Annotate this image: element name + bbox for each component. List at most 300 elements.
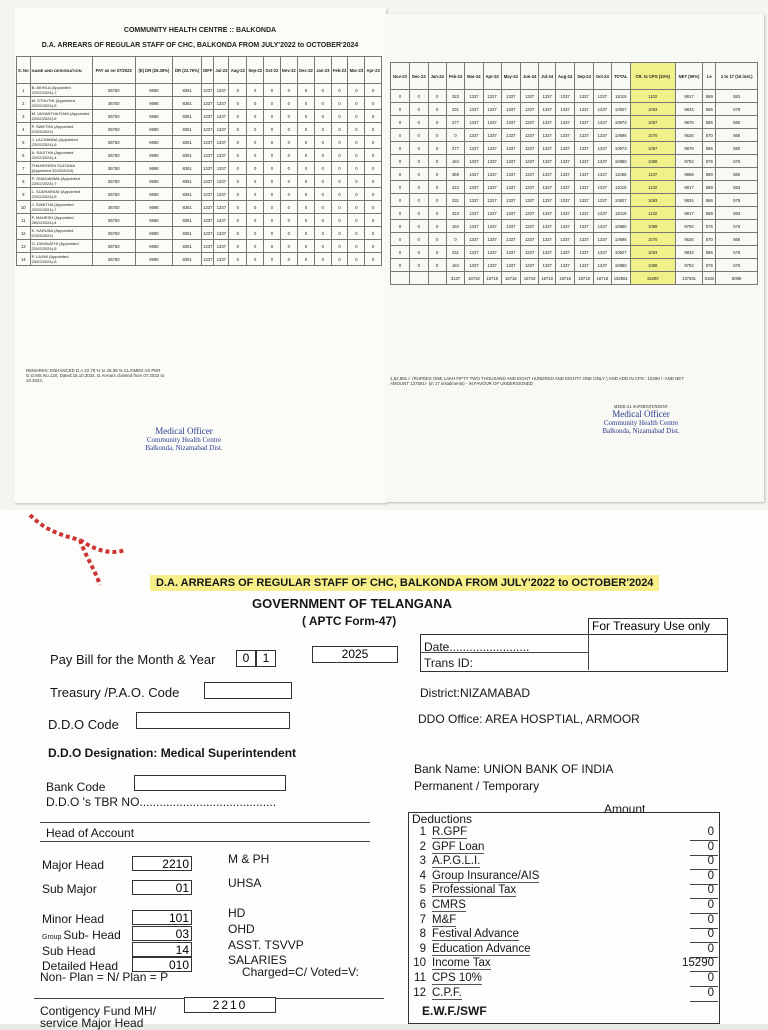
table-cell: 36750 [92, 253, 135, 266]
deduction-row: 8 Festival Advance 0 [419, 928, 714, 941]
table-cell: 1337 [483, 181, 501, 194]
right-col-header: Aug-24 [555, 63, 574, 90]
table-cell: 585 [716, 168, 758, 181]
table-cell: 1337 [202, 84, 214, 97]
table-cell: 36750 [92, 162, 135, 175]
table-cell: 0 [264, 240, 280, 253]
table-cell: 583 [716, 90, 758, 103]
table-cell: 8183 [703, 272, 716, 285]
table-cell: 0 [409, 194, 428, 207]
deduction-amount[interactable]: 0 [707, 972, 714, 984]
table-cell: 0 [331, 175, 348, 188]
table-cell: 1337 [202, 110, 214, 123]
table-cell: 1337 [520, 246, 538, 259]
table-cell: P. MAHESH (Appointed 26/02/2024)-4 [30, 214, 92, 227]
table-cell: 0 [280, 136, 297, 149]
table-cell: 8361 [172, 136, 201, 149]
right-col-header: Jul-24 [539, 63, 556, 90]
table-cell: 1337 [214, 149, 229, 162]
table-cell: 1337 [539, 90, 556, 103]
table-cell: 0 [264, 188, 280, 201]
deduction-row: 3 A.P.G.L.I. 0 [419, 855, 714, 868]
contigency-sub-label: service Major Head [40, 1016, 144, 1030]
table-cell: 0 [247, 162, 264, 175]
table-cell: 0 [409, 90, 428, 103]
table-cell: 1337 [214, 201, 229, 214]
table-cell: 1337 [520, 259, 538, 272]
deduction-row: 4 Group Insurance/AIS 0 [419, 869, 714, 882]
year-field[interactable]: 2025 [312, 646, 398, 663]
ddo-code-field[interactable] [136, 712, 290, 729]
left-col-header: DR (22.75%) [172, 57, 201, 84]
table-cell: 9626 [675, 233, 703, 246]
table-cell: 10880 [611, 220, 630, 233]
head-description: UHSA [228, 876, 262, 890]
table-cell: 0 [391, 246, 410, 259]
table-cell: 1337 [483, 142, 501, 155]
table-cell: 0 [280, 162, 297, 175]
table-row [391, 168, 758, 181]
head-description: HD [228, 906, 246, 920]
table-cell: 1337 [575, 129, 594, 142]
table-cell: 0 [247, 84, 264, 97]
table-cell: 0 [264, 214, 280, 227]
table-cell: 323 [446, 90, 464, 103]
table-cell: 0 [280, 188, 297, 201]
table-cell: 0 [315, 97, 332, 110]
left-col-header: Sep-22 [247, 57, 264, 84]
table-cell: 0 [247, 188, 264, 201]
table-cell: 0 [264, 201, 280, 214]
head-code-field[interactable]: 010 [132, 957, 192, 972]
table-row [391, 194, 758, 207]
bank-code-field[interactable] [134, 775, 286, 791]
head-label: Minor Head [42, 912, 105, 926]
government-title: GOVERNMENT OF TELANGANA [252, 596, 453, 611]
table-cell: 1337 [575, 194, 594, 207]
table-cell: 6 [17, 149, 31, 162]
table-cell: 1337 [214, 110, 229, 123]
head-divider-bottom [40, 841, 370, 842]
table-cell: 1337 [555, 116, 574, 129]
table-cell: 8361 [172, 175, 201, 188]
table-cell: 1337 [202, 136, 214, 149]
table-cell: 0 [391, 194, 410, 207]
table-cell: 586 [703, 194, 716, 207]
table-cell: 1337 [593, 233, 611, 246]
date-label: Date........................ [424, 640, 530, 654]
table-cell: 1337 [465, 90, 483, 103]
table-cell: B. AKHILA (Appointed 22/02/2024)-7 [30, 84, 92, 97]
table-cell: 570 [703, 129, 716, 142]
table-cell: 1337 [575, 259, 594, 272]
table-cell: 0 [409, 103, 428, 116]
permanent-temporary-text: Permanent / Temporary [414, 779, 540, 793]
table-cell: 0 [229, 110, 247, 123]
table-cell: 0 [264, 97, 280, 110]
right-col-header: Sep-24 [575, 63, 594, 90]
table-cell: 8361 [172, 253, 201, 266]
table-cell: 18718 [465, 272, 483, 285]
table-cell: 0 [409, 155, 428, 168]
deduction-amount[interactable]: 0 [707, 884, 714, 897]
table-cell: 36750 [92, 227, 135, 240]
table-cell: 231 [446, 194, 464, 207]
table-cell: 0 [348, 84, 365, 97]
table-cell: 15290 [630, 272, 675, 285]
table-cell: 1337 [483, 194, 501, 207]
table-cell: 1102 [630, 90, 675, 103]
ewf-swf-label: E.W.F./SWF [422, 1004, 487, 1018]
table-cell: 1337 [214, 214, 229, 227]
deduction-amount[interactable]: 0 [707, 899, 714, 911]
table-cell: 0 [391, 90, 410, 103]
table-cell: 9917 [675, 181, 703, 194]
table-cell: 1337 [539, 259, 556, 272]
table-cell: THAHESEEN SULTANA (Appointed 22/02/2024) [30, 162, 92, 175]
table-cell: 8088 [716, 272, 758, 285]
table-cell: 0 [280, 201, 297, 214]
table-cell: 9917 [675, 207, 703, 220]
table-cell: 1337 [465, 233, 483, 246]
table-cell: 1337 [202, 175, 214, 188]
table-cell: 0 [280, 149, 297, 162]
table-cell: 1337 [483, 129, 501, 142]
head-code-field[interactable]: 03 [132, 926, 192, 941]
table-cell: 152881 [611, 272, 630, 285]
table-cell: 10973 [611, 142, 630, 155]
table-cell: 0 [229, 175, 247, 188]
treasury-code-field[interactable] [204, 682, 292, 699]
table-cell: 1337 [555, 259, 574, 272]
table-cell: 1337 [575, 90, 594, 103]
table-cell: 277 [446, 116, 464, 129]
table-cell: 1337 [555, 168, 574, 181]
table-row [17, 97, 382, 110]
table-cell: 11065 [611, 168, 630, 181]
table-cell: 1337 [555, 103, 574, 116]
table-cell: 0 [331, 214, 348, 227]
table-cell: 576 [703, 220, 716, 233]
table-cell: 0 [280, 123, 297, 136]
table-cell: 36750 [92, 188, 135, 201]
treasury-use-box: For Treasury Use only [588, 618, 728, 636]
table-cell: 1337 [465, 103, 483, 116]
month-digit-1[interactable]: 0 [236, 650, 256, 667]
table-cell: 1337 [575, 116, 594, 129]
table-cell: 8361 [172, 123, 201, 136]
table-cell: 1337 [501, 233, 520, 246]
right-col-header: 2 to 17 (16 inst.) [716, 63, 758, 90]
deduction-row: 12 C.P.F. 0 [413, 986, 714, 999]
table-cell: 0 [348, 123, 365, 136]
head-code-field[interactable]: 2210 [132, 856, 192, 871]
table-cell: 0 [409, 116, 428, 129]
table-cell: 0 [315, 188, 332, 201]
table-cell: 0 [348, 201, 365, 214]
left-col-header: Oct-22 [264, 57, 280, 84]
table-cell: 1 [17, 84, 31, 97]
table-cell: 11019 [611, 207, 630, 220]
table-cell: 1337 [214, 253, 229, 266]
table-cell: 10927 [611, 103, 630, 116]
table-cell: 10927 [611, 194, 630, 207]
head-code-field[interactable]: 101 [132, 910, 192, 925]
table-cell: 0 [446, 129, 464, 142]
table-cell: 1337 [483, 233, 501, 246]
left-col-header: Feb-23 [331, 57, 348, 84]
left-col-header: PAY as on 07/2022 [92, 57, 135, 84]
table-cell: 586 [703, 103, 716, 116]
table-cell: 0 [331, 240, 348, 253]
table-cell: 0 [264, 149, 280, 162]
table-cell: 14 [17, 253, 31, 266]
contigency-code-field[interactable]: 2210 [184, 997, 276, 1013]
table-cell: 1337 [593, 259, 611, 272]
table-row [17, 227, 382, 240]
table-cell: 0 [365, 97, 382, 110]
table-cell: 9626 [675, 129, 703, 142]
head-code-field[interactable]: 14 [132, 942, 192, 957]
deduction-amount[interactable]: 0 [707, 986, 714, 999]
table-cell: 0 [331, 84, 348, 97]
table-cell: 36750 [92, 201, 135, 214]
table-cell: 1337 [501, 181, 520, 194]
table-row [17, 175, 382, 188]
table-cell: 1337 [555, 194, 574, 207]
table-cell: 0 [409, 220, 428, 233]
table-cell: 0 [428, 129, 446, 142]
table-cell: 9958 [675, 168, 703, 181]
table-cell: 0 [247, 110, 264, 123]
deduction-amount[interactable]: 0 [707, 826, 714, 838]
head-divider-top [40, 822, 370, 823]
left-col-header: Aug-22 [229, 57, 247, 84]
table-cell: 1337 [539, 155, 556, 168]
table-cell: 1337 [501, 246, 520, 259]
table-row [391, 90, 758, 103]
table-row [391, 103, 758, 116]
table-row [17, 253, 382, 266]
table-cell: 0 [229, 162, 247, 175]
table-cell: 323 [446, 181, 464, 194]
table-cell: 0 [264, 253, 280, 266]
month-digit-2[interactable]: 1 [256, 650, 276, 667]
deduction-row: 11 CPS 10% 0 [414, 972, 714, 984]
table-cell: 0 [428, 142, 446, 155]
left-col-header: NAME AND DESIGNATION [30, 57, 92, 84]
table-cell: 1337 [593, 207, 611, 220]
table-cell: 1337 [575, 103, 594, 116]
table-cell: 0 [365, 110, 382, 123]
table-cell: 1337 [214, 97, 229, 110]
table-cell: 0 [315, 123, 332, 136]
table-cell: 1337 [501, 155, 520, 168]
right-col-header: Le [703, 63, 716, 90]
table-cell: 8361 [172, 227, 201, 240]
table-cell: 8361 [172, 214, 201, 227]
table-cell: 10880 [611, 259, 630, 272]
head-label: Group Sub- Head [42, 928, 121, 942]
deductions-title: Deductions [412, 812, 473, 826]
table-cell: 3 [17, 110, 31, 123]
table-row [391, 116, 758, 129]
table-cell: 9698 [135, 110, 172, 123]
table-cell: 9876 [675, 116, 703, 129]
table-cell: 8361 [172, 162, 201, 175]
tbr-number: D.D.O 's TBR NO......................................... [46, 795, 277, 809]
trans-id-label: Trans ID: [424, 656, 473, 670]
table-cell: 1337 [214, 175, 229, 188]
left-col-header: Jan-23 [315, 57, 332, 84]
table-cell: 578 [716, 246, 758, 259]
table-cell: 1337 [501, 220, 520, 233]
table-cell: 566 [716, 233, 758, 246]
table-cell: 1337 [501, 116, 520, 129]
table-cell: 9834 [675, 194, 703, 207]
table-cell: 1337 [483, 220, 501, 233]
table-cell: 1337 [202, 253, 214, 266]
table-cell: 578 [716, 194, 758, 207]
table-cell: 0 [331, 201, 348, 214]
table-cell: 0 [409, 207, 428, 220]
table-cell: 0 [409, 259, 428, 272]
table-cell: 0 [247, 123, 264, 136]
deduction-amount[interactable]: 15290 [682, 957, 714, 970]
table-cell: 8 [17, 175, 31, 188]
deduction-row: 6 CMRS 0 [419, 899, 714, 911]
table-cell: 0 [315, 227, 332, 240]
table-cell: 1337 [465, 116, 483, 129]
table-cell: 0 [348, 188, 365, 201]
deduction-amount[interactable]: 0 [707, 855, 714, 868]
table-cell: 0 [297, 240, 314, 253]
table-cell: 0 [365, 227, 382, 240]
arrears-sheet-photo [0, 0, 768, 510]
deduction-row: 1 R.GPF 0 [419, 826, 714, 838]
deduction-amount[interactable]: 0 [707, 840, 714, 853]
table-cell: 8361 [172, 240, 201, 253]
table-row [391, 181, 758, 194]
table-cell: 36750 [92, 149, 135, 162]
table-cell: 576 [703, 259, 716, 272]
table-cell: 1337 [555, 246, 574, 259]
table-cell: 1337 [465, 220, 483, 233]
table-cell: 1337 [465, 246, 483, 259]
table-cell: 1337 [501, 90, 520, 103]
table-cell: 1337 [483, 155, 501, 168]
table-cell: P. LAXMI (Appointed 23/02/2024)-6 [30, 253, 92, 266]
table-cell: 1337 [520, 194, 538, 207]
table-row [391, 246, 758, 259]
table-cell: 0 [315, 201, 332, 214]
table-cell: 184 [446, 220, 464, 233]
table-cell: 583 [716, 207, 758, 220]
table-cell: 0 [446, 233, 464, 246]
table-cell: 0 [428, 259, 446, 272]
head-of-account-label: Head of Account [46, 826, 135, 840]
table-cell: 0 [391, 142, 410, 155]
table-cell: 1337 [593, 155, 611, 168]
table-cell: 1337 [539, 233, 556, 246]
table-cell: 1337 [520, 129, 538, 142]
table-cell: 0 [365, 84, 382, 97]
contigency-label: Contigency Fund MH/ [40, 1004, 157, 1018]
table-cell: 18718 [501, 272, 520, 285]
table-cell: 1337 [539, 116, 556, 129]
table-cell: 1097 [630, 142, 675, 155]
plan-label: Non- Plan = N/ Plan = P [40, 970, 169, 984]
treasury-code-label: Treasury /P.A.O. Code [50, 685, 180, 700]
table-cell: 0 [365, 214, 382, 227]
table-cell: 586 [703, 246, 716, 259]
table-cell: 18718 [555, 272, 574, 285]
table-cell: 0 [365, 175, 382, 188]
deduction-amount[interactable]: 0 [707, 913, 714, 926]
table-cell: 18718 [483, 272, 501, 285]
table-cell: 1337 [483, 207, 501, 220]
table-cell: 0 [348, 149, 365, 162]
head-code-field[interactable]: 01 [132, 880, 192, 895]
table-cell: 1337 [520, 207, 538, 220]
table-cell: 36750 [92, 97, 135, 110]
deduction-amount[interactable]: 0 [707, 869, 714, 882]
table-cell: 0 [409, 142, 428, 155]
right-col-header: NET (90%) [675, 63, 703, 90]
table-cell: 580 [716, 116, 758, 129]
table-cell: 0 [264, 136, 280, 149]
table-cell: 0 [315, 214, 332, 227]
table-cell: 7 [17, 162, 31, 175]
table-cell: 1337 [465, 207, 483, 220]
table-cell: 369 [446, 168, 464, 181]
table-cell: K. KARUNA (Appointed 01/03/2024) [30, 227, 92, 240]
deduction-amount[interactable]: 0 [707, 942, 714, 955]
table-cell: 9698 [135, 214, 172, 227]
deduction-amount[interactable]: 0 [707, 928, 714, 941]
table-cell: 0 [428, 90, 446, 103]
table-cell: 10 [17, 201, 31, 214]
form-banner: D.A. ARREARS OF REGULAR STAFF OF CHC, BALKONDA FROM JULY'2022 to OCTOBER'2024 [150, 577, 659, 589]
table-cell: J. LACHANNA (Appointed 22/02/2024)-6 [30, 136, 92, 149]
table-cell: 0 [315, 162, 332, 175]
district-text: District:NIZAMABAD [420, 686, 531, 700]
table-cell: 1337 [202, 201, 214, 214]
table-cell: 36750 [92, 136, 135, 149]
table-cell: 1337 [593, 194, 611, 207]
table-cell: 3137 [446, 272, 464, 285]
table-cell: 586 [703, 116, 716, 129]
table-cell: 0 [409, 246, 428, 259]
table-cell: 0 [331, 149, 348, 162]
table-cell: 0 [365, 188, 382, 201]
table-cell: 184 [446, 155, 464, 168]
medical-officer-signature-right: MEDICAL SUPERINTENDENT Medical Officer Community Health Centre Balkonda, Nizamabad Dist. [602, 404, 680, 435]
table-cell: 0 [297, 149, 314, 162]
table-cell: 0 [247, 136, 264, 149]
table-cell: 0 [348, 253, 365, 266]
table-cell: 1337 [555, 129, 574, 142]
table-cell: 0 [247, 97, 264, 110]
table-cell: 137591 [675, 272, 703, 285]
table-cell: 1337 [575, 207, 594, 220]
table-cell: 277 [446, 142, 464, 155]
table-row [17, 149, 382, 162]
table-cell: 0 [428, 233, 446, 246]
table-cell: 0 [391, 129, 410, 142]
table-cell: 1337 [555, 142, 574, 155]
table-cell: 10696 [611, 129, 630, 142]
